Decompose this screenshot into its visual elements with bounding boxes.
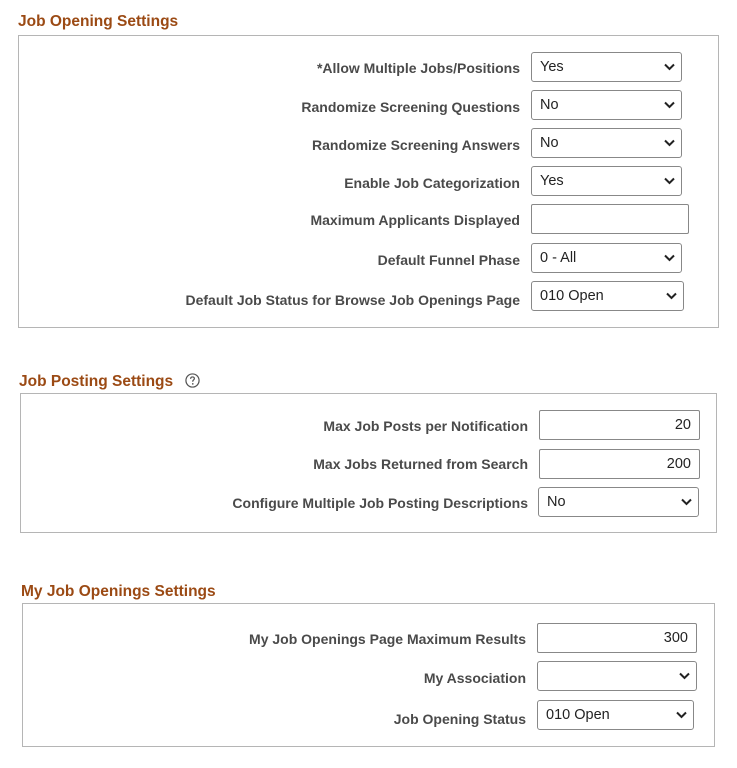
question-circle-icon[interactable]	[185, 373, 200, 388]
allow-multiple-jobs-label: *Allow Multiple Jobs/Positions	[316, 60, 520, 76]
allow-multiple-jobs-select[interactable]	[531, 52, 682, 82]
max-job-posts-input[interactable]: 20	[539, 410, 700, 440]
max-jobs-returned-label: Max Jobs Returned from Search	[313, 456, 528, 472]
enable-categorization-select[interactable]	[531, 166, 682, 196]
my-job-openings-settings-title: My Job Openings Settings	[21, 583, 216, 600]
randomize-questions-label: Randomize Screening Questions	[301, 99, 520, 115]
job-posting-settings-title	[19, 373, 200, 391]
enable-categorization-label: Enable Job Categorization	[344, 175, 520, 191]
configure-multiple-select[interactable]	[538, 487, 699, 517]
chevron-down-icon	[664, 254, 675, 262]
randomize-answers-label: Randomize Screening Answers	[312, 137, 520, 153]
max-results-input[interactable]: 300	[537, 623, 697, 653]
chevron-down-icon	[664, 177, 675, 185]
max-applicants-label: Maximum Applicants Displayed	[310, 212, 520, 228]
default-funnel-value: 0 - All	[540, 250, 577, 266]
job-posting-settings-title-text: Job Posting Settings	[19, 373, 174, 390]
max-results-label: My Job Openings Page Maximum Results	[249, 631, 526, 647]
configure-multiple-label: Configure Multiple Job Posting Descriptions	[232, 495, 528, 511]
randomize-questions-value: No	[540, 97, 559, 113]
default-funnel-select[interactable]	[531, 243, 682, 273]
opening-status-value: 010 Open	[546, 707, 610, 723]
opening-status-label: Job Opening Status	[393, 711, 526, 727]
chevron-down-icon	[664, 63, 675, 71]
chevron-down-icon	[666, 292, 677, 300]
default-funnel-label: Default Funnel Phase	[377, 252, 520, 268]
default-status-select[interactable]	[531, 281, 684, 311]
opening-status-select[interactable]	[537, 700, 694, 730]
randomize-answers-select[interactable]	[531, 128, 682, 158]
max-jobs-returned-input[interactable]: 200	[539, 449, 700, 479]
chevron-down-icon	[679, 672, 690, 680]
randomize-questions-select[interactable]	[531, 90, 682, 120]
max-applicants-input[interactable]	[531, 204, 689, 234]
my-association-label: My Association	[423, 670, 526, 686]
max-job-posts-label: Max Job Posts per Notification	[323, 418, 528, 434]
configure-multiple-value: No	[547, 494, 566, 510]
chevron-down-icon	[681, 498, 692, 506]
my-association-select[interactable]	[537, 661, 697, 691]
default-status-label: Default Job Status for Browse Job Openings Page	[185, 292, 520, 308]
enable-categorization-value: Yes	[540, 173, 564, 189]
job-opening-settings-title: Job Opening Settings	[18, 13, 179, 30]
default-status-value: 010 Open	[540, 288, 604, 304]
chevron-down-icon	[664, 139, 675, 147]
chevron-down-icon	[664, 101, 675, 109]
randomize-answers-value: No	[540, 135, 559, 151]
allow-multiple-jobs-value: Yes	[540, 59, 564, 75]
chevron-down-icon	[676, 711, 687, 719]
